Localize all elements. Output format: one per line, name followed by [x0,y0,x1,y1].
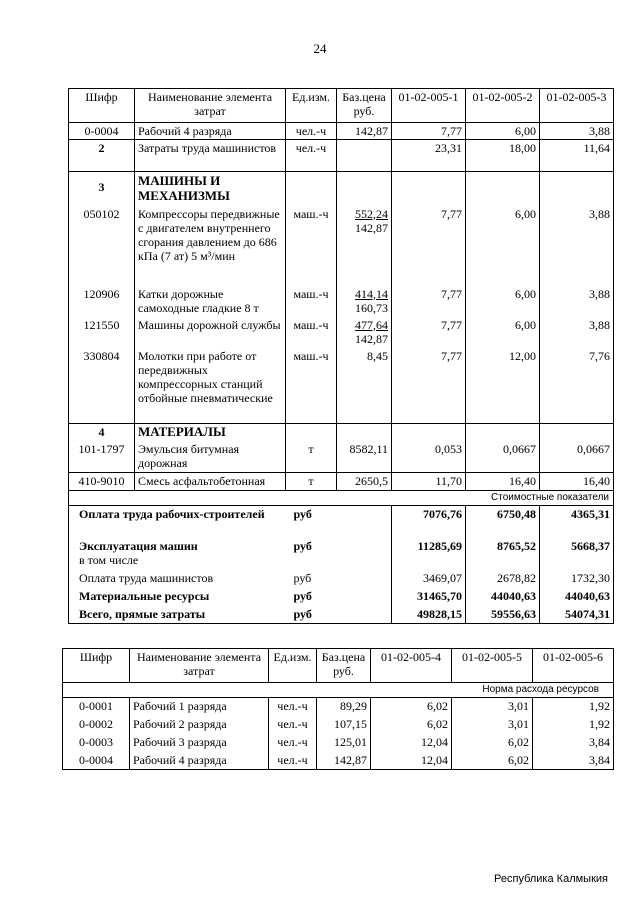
summary-name-main: Эксплуатация машин [79,538,198,553]
row-name: Рабочий 4 разряда [135,123,286,140]
summary-value-3: 54074,31 [540,606,614,624]
row-name: Машины дорожной службы [135,317,286,348]
row-value-1: 0,053 [392,441,466,473]
row-unit: чел.-ч [286,123,337,140]
table-row [69,317,614,348]
section-label-row [69,491,614,506]
row-price: 142,87 [317,752,371,770]
col-header-price: Баз.цена руб. [317,649,371,683]
row-value-2: 0,0667 [466,441,540,473]
empty-cell [337,588,392,606]
row-price: 8,45 [337,348,392,424]
row-unit: т [286,441,337,473]
col-header-norm-4: 01-02-005-4 [371,649,452,683]
col-header-code: Шифр [63,649,130,683]
row-value-3: 3,88 [540,206,614,286]
row-value-1: 23,31 [392,140,466,172]
row-value-2: 12,00 [466,348,540,424]
row-price [337,286,392,317]
row-value-3: 3,84 [533,734,614,752]
col-header-name: Наименование элемента затрат [130,649,269,683]
row-unit: чел.-ч [269,716,317,734]
col-header-unit: Ед.изм. [286,89,337,123]
row-code: 330804 [69,348,135,424]
row-code: 0-0004 [69,123,135,140]
row-value-2: 3,01 [452,716,533,734]
row-value-1: 12,04 [371,752,452,770]
summary-row [69,588,614,606]
section-code: 4 [69,424,135,441]
row-value-1: 6,02 [371,698,452,716]
table-row [69,424,614,441]
row-value-1: 11,70 [392,473,466,491]
row-code: 2 [69,140,135,172]
row-value-2: 6,00 [466,206,540,286]
summary-value-1: 7076,76 [392,506,466,538]
row-value-1: 7,77 [392,123,466,140]
row-value-1: 12,04 [371,734,452,752]
row-price [337,317,392,348]
row-value-3: 1,92 [533,716,614,734]
summary-name: Всего, прямые затраты [69,606,286,624]
row-value-3: 0,0667 [540,441,614,473]
table-row [69,441,614,473]
table-row [69,286,614,317]
row-price: 107,15 [317,716,371,734]
row-name: Рабочий 2 разряда [130,716,269,734]
summary-value-3: 1732,30 [540,570,614,588]
row-value-2: 16,40 [466,473,540,491]
section-title: МАШИНЫ И МЕХАНИЗМЫ [135,172,286,206]
row-name: Рабочий 3 разряда [130,734,269,752]
row-code: 050102 [69,206,135,286]
resource-table-2 [62,648,614,770]
empty-cell [540,172,614,206]
section-label: Норма расхода ресурсов [63,683,614,698]
table-header-row [63,649,614,683]
price-secondary: 142,87 [355,220,388,235]
row-unit: маш.-ч [286,317,337,348]
row-value-1: 7,77 [392,286,466,317]
empty-cell [337,506,392,538]
summary-unit: руб [293,570,312,585]
col-header-norm-3: 01-02-005-3 [540,89,614,123]
row-unit: чел.-ч [286,140,337,172]
row-value-3: 3,88 [540,317,614,348]
table-row [63,734,614,752]
empty-cell [337,538,392,570]
section-label-row [63,683,614,698]
row-code: 0-0002 [63,716,130,734]
row-code: 410-9010 [69,473,135,491]
row-value-3: 7,76 [540,348,614,424]
col-header-price: Баз.цена руб. [337,89,392,123]
section-label: Стоимостные показатели [69,491,614,506]
section-code: 3 [69,172,135,206]
summary-unit: руб [293,507,312,521]
row-name: Компрессоры передвижные с двигателем внутреннего сгорания давлением до 686 кПа (7 ат) 5 м³/мин [135,206,286,286]
empty-cell [466,424,540,441]
price-secondary: 142,87 [355,331,388,346]
row-price: 8582,11 [337,441,392,473]
table-row [69,140,614,172]
table-row [63,716,614,734]
empty-cell [392,172,466,206]
resource-table-1 [68,88,614,624]
summary-name [69,538,286,570]
row-code: 120906 [69,286,135,317]
summary-value-2: 8765,52 [466,538,540,570]
table-row [69,206,614,286]
empty-cell [286,424,337,441]
summary-unit: руб [286,606,337,624]
summary-name: Оплата труда рабочих-строителей [69,506,286,538]
summary-value-1: 31465,70 [392,588,466,606]
empty-cell [337,172,392,206]
price-secondary: 160,73 [355,300,388,315]
row-value-2: 6,02 [452,752,533,770]
summary-value-3: 4365,31 [540,506,614,538]
summary-value-3: 5668,37 [540,538,614,570]
row-value-3: 3,84 [533,752,614,770]
row-unit: т [286,473,337,491]
row-price [337,206,392,286]
row-value-2: 6,00 [466,286,540,317]
col-header-norm-5: 01-02-005-5 [452,649,533,683]
empty-cell [337,606,392,624]
summary-name: Материальные ресурсы [69,588,286,606]
col-header-name: Наименование элемента затрат [135,89,286,123]
row-code: 0-0001 [63,698,130,716]
row-price: 89,29 [317,698,371,716]
table-row [69,473,614,491]
col-header-norm-6: 01-02-005-6 [533,649,614,683]
row-value-2: 6,00 [466,317,540,348]
row-value-2: 6,00 [466,123,540,140]
table-row [69,172,614,206]
summary-value-2: 59556,63 [466,606,540,624]
row-value-3: 3,88 [540,123,614,140]
row-name: Смесь асфальтобетонная [135,473,286,491]
table-row [69,123,614,140]
empty-cell [466,172,540,206]
summary-unit: руб [293,588,312,603]
empty-cell [392,424,466,441]
row-unit: чел.-ч [269,752,317,770]
row-name: Рабочий 1 разряда [130,698,269,716]
footer-region: Республика Калмыкия [494,873,608,885]
row-value-2: 18,00 [466,140,540,172]
table-row [63,698,614,716]
row-unit: чел.-ч [269,734,317,752]
price-primary: 414,14 [355,286,388,301]
summary-row [69,506,614,538]
summary-value-2: 2678,82 [466,570,540,588]
row-value-1: 7,77 [392,317,466,348]
row-value-3: 11,64 [540,140,614,172]
col-header-unit: Ед.изм. [269,649,317,683]
row-unit: чел.-ч [269,698,317,716]
table-header-row [69,89,614,123]
empty-cell [337,570,392,588]
summary-unit: руб [293,538,312,553]
row-value-3: 16,40 [540,473,614,491]
row-code: 121550 [69,317,135,348]
row-price: 125,01 [317,734,371,752]
summary-value-1: 11285,69 [392,538,466,570]
row-value-1: 7,77 [392,206,466,286]
row-name: Эмульсия битумная дорожная [135,441,286,473]
summary-name: Оплата труда машинистов [69,570,286,588]
row-value-3: 3,88 [540,286,614,317]
row-value-1: 6,02 [371,716,452,734]
row-price: 142,87 [337,123,392,140]
row-code: 0-0004 [63,752,130,770]
row-unit: маш.-ч [286,286,337,317]
price-primary: 552,24 [355,206,388,221]
summary-value-2: 44040,63 [466,588,540,606]
row-code: 101-1797 [69,441,135,473]
empty-cell [286,172,337,206]
row-value-2: 6,02 [452,734,533,752]
section-title: МАТЕРИАЛЫ [135,424,286,441]
summary-value-1: 3469,07 [392,570,466,588]
row-unit: маш.-ч [286,206,337,286]
summary-row [69,538,614,570]
empty-cell [337,424,392,441]
page-number: 24 [313,41,327,56]
col-header-code: Шифр [69,89,135,123]
row-value-1: 7,77 [392,348,466,424]
table-row [63,752,614,770]
row-name: Рабочий 4 разряда [130,752,269,770]
summary-row [69,606,614,624]
table-row [69,348,614,424]
row-price: 2650,5 [337,473,392,491]
row-name: Затраты труда машинистов [135,140,286,172]
row-value-3: 1,92 [533,698,614,716]
summary-row [69,570,614,588]
row-code: 0-0003 [63,734,130,752]
summary-value-2: 6750,48 [466,506,540,538]
row-name: Катки дорожные самоходные гладкие 8 т [135,286,286,317]
summary-value-1: 49828,15 [392,606,466,624]
row-unit: маш.-ч [286,348,337,424]
col-header-norm-2: 01-02-005-2 [466,89,540,123]
empty-cell [540,424,614,441]
row-value-2: 3,01 [452,698,533,716]
summary-name-sub: в том числе [79,552,139,567]
row-price [337,140,392,172]
price-primary: 477,64 [355,317,388,332]
row-name: Молотки при работе от передвижных компрессорных станций отбойные пневматические [135,348,286,424]
col-header-norm-1: 01-02-005-1 [392,89,466,123]
summary-value-3: 44040,63 [540,588,614,606]
